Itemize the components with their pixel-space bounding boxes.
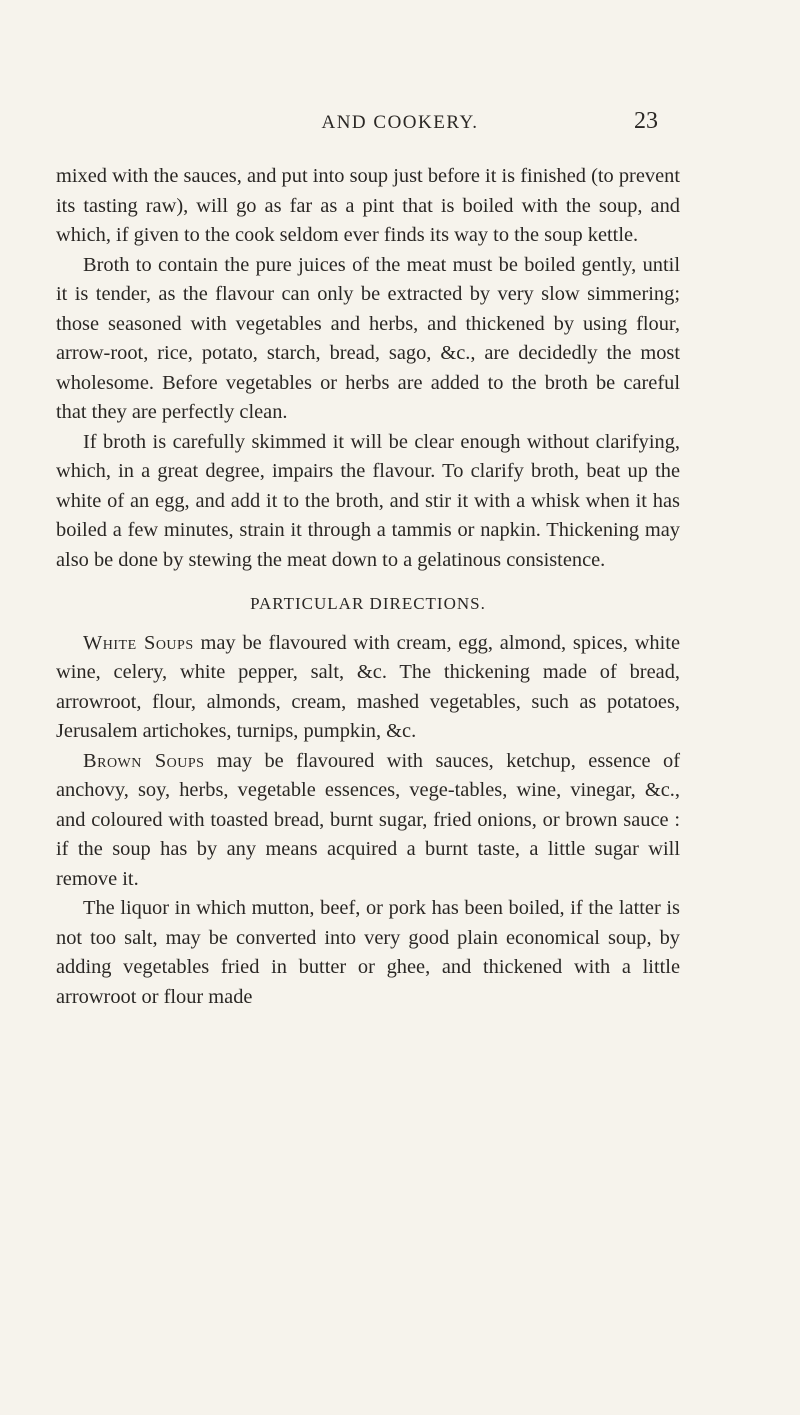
paragraph-text: may be flavoured with sauces, ketchup, essence of anchovy, soy, herbs, vegetable essences, vege-tables, wine, vinegar, &c., and coloured with toasted bread, burnt sugar, fried onions, or brown sauce : if the soup has by any means acquired a burnt taste, a little sugar will remove it.	[56, 749, 680, 890]
running-head: AND COOKERY.	[321, 112, 479, 133]
paragraph	[56, 894, 680, 1012]
paragraph-text: mixed with the sauces, and put into soup just before it is finished (to prevent its tasting raw), will go as far as a pint that is boiled with the soup, and which, if given to the cook seldom ever finds its way to the soup kettle.	[56, 165, 680, 246]
paragraph	[56, 162, 680, 251]
paragraph-text: If broth is carefully skimmed it will be clear enough without clarifying, which, in a great degree, impairs the flavour. To clarify broth, beat up the white of an egg, and add it to the broth, and stir it with a whisk when it has boiled a few minutes, strain it through a tammis or napkin. Thickening may also be done by stewing the meat down to a gelatinous consistence.	[56, 430, 680, 571]
page-number: 23	[634, 108, 658, 134]
paragraph-text: may be flavoured with cream, egg, almond, spices, white wine, celery, white pepper, salt, &c. The thickening made of bread, arrowroot, flour, almonds, cream, mashed vegetables, such as potatoes, Jerusalem artichokes, turnips, pumpkin, &c.	[56, 631, 680, 742]
paragraph	[56, 428, 680, 576]
paragraph	[56, 747, 680, 895]
page-body	[56, 162, 680, 1012]
paragraph-text: Broth to contain the pure juices of the meat must be boiled gently, until it is tender, as the flavour can only be extracted by very slow simmering; those seasoned with vegetables and herbs, and thickened by using flour, arrow-root, rice, potato, starch, bread, sago, &c., are decidedly the most wholesome. Before vegetables or herbs are added to the broth be careful that they are perfectly clean.	[56, 253, 680, 423]
section-heading: PARTICULAR DIRECTIONS.	[250, 594, 486, 613]
paragraph-lead: White Soups	[83, 631, 194, 654]
paragraph	[56, 629, 680, 747]
page-header	[0, 108, 800, 140]
paragraph-lead: Brown Soups	[83, 749, 205, 772]
paragraph-text: The liquor in which mutton, beef, or pork has been boiled, if the latter is not too salt, may be converted into very good plain economical soup, by adding vegetables fried in butter or ghee, and thickened with a little arrowroot or flour made	[56, 897, 680, 1008]
paragraph	[56, 251, 680, 428]
